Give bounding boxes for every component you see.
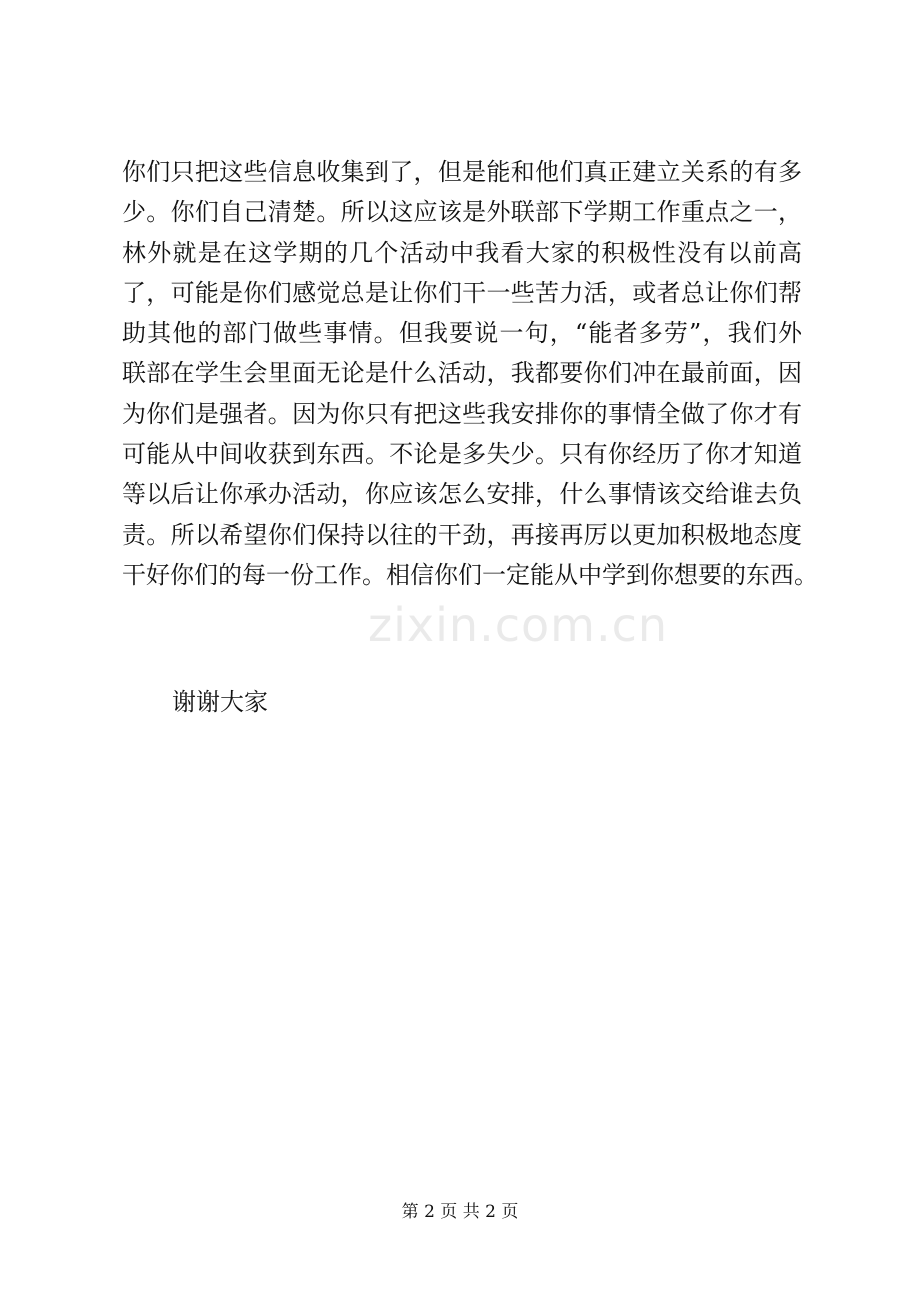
text-line: 为你们是强者。因为你只有把这些我安排你的事情全做了你才有 [122, 399, 802, 428]
text-line: 你们只把这些信息收集到了，但是能和他们真正建立关系的有多 [122, 158, 802, 186]
text-line: 责。所以希望你们保持以往的干劲，再接再厉以更加积极地态度 [122, 520, 802, 549]
text-line: 助其他的部门做些事情。但我要说一句，“能者多劳”，我们外 [122, 319, 802, 348]
text-line: 联部在学生会里面无论是什么活动，我都要你们冲在最前面，因 [122, 359, 802, 388]
closing-remark: 谢谢大家 [172, 688, 268, 716]
text-line: 干好你们的每一份工作。相信你们一定能从中学到你想要的东西。 [122, 560, 818, 589]
text-line: 少。你们自己清楚。所以这应该是外联部下学期工作重点之一， [122, 198, 802, 227]
text-line: 林外就是在这学期的几个活动中我看大家的积极性没有以前高 [122, 238, 802, 267]
page-footer: 第 2 页 共 2 页 [401, 1202, 519, 1222]
text-line: 等以后让你承办活动，你应该怎么安排，什么事情该交给谁去负 [122, 480, 802, 509]
text-line: 了，可能是你们感觉总是让你们干一些苦力活，或者总让你们帮 [122, 278, 802, 307]
watermark: zixin.com.cn [368, 598, 669, 652]
body-paragraph [122, 152, 818, 595]
text-line: 可能从中间收获到东西。不论是多失少。只有你经历了你才知道 [122, 440, 802, 469]
